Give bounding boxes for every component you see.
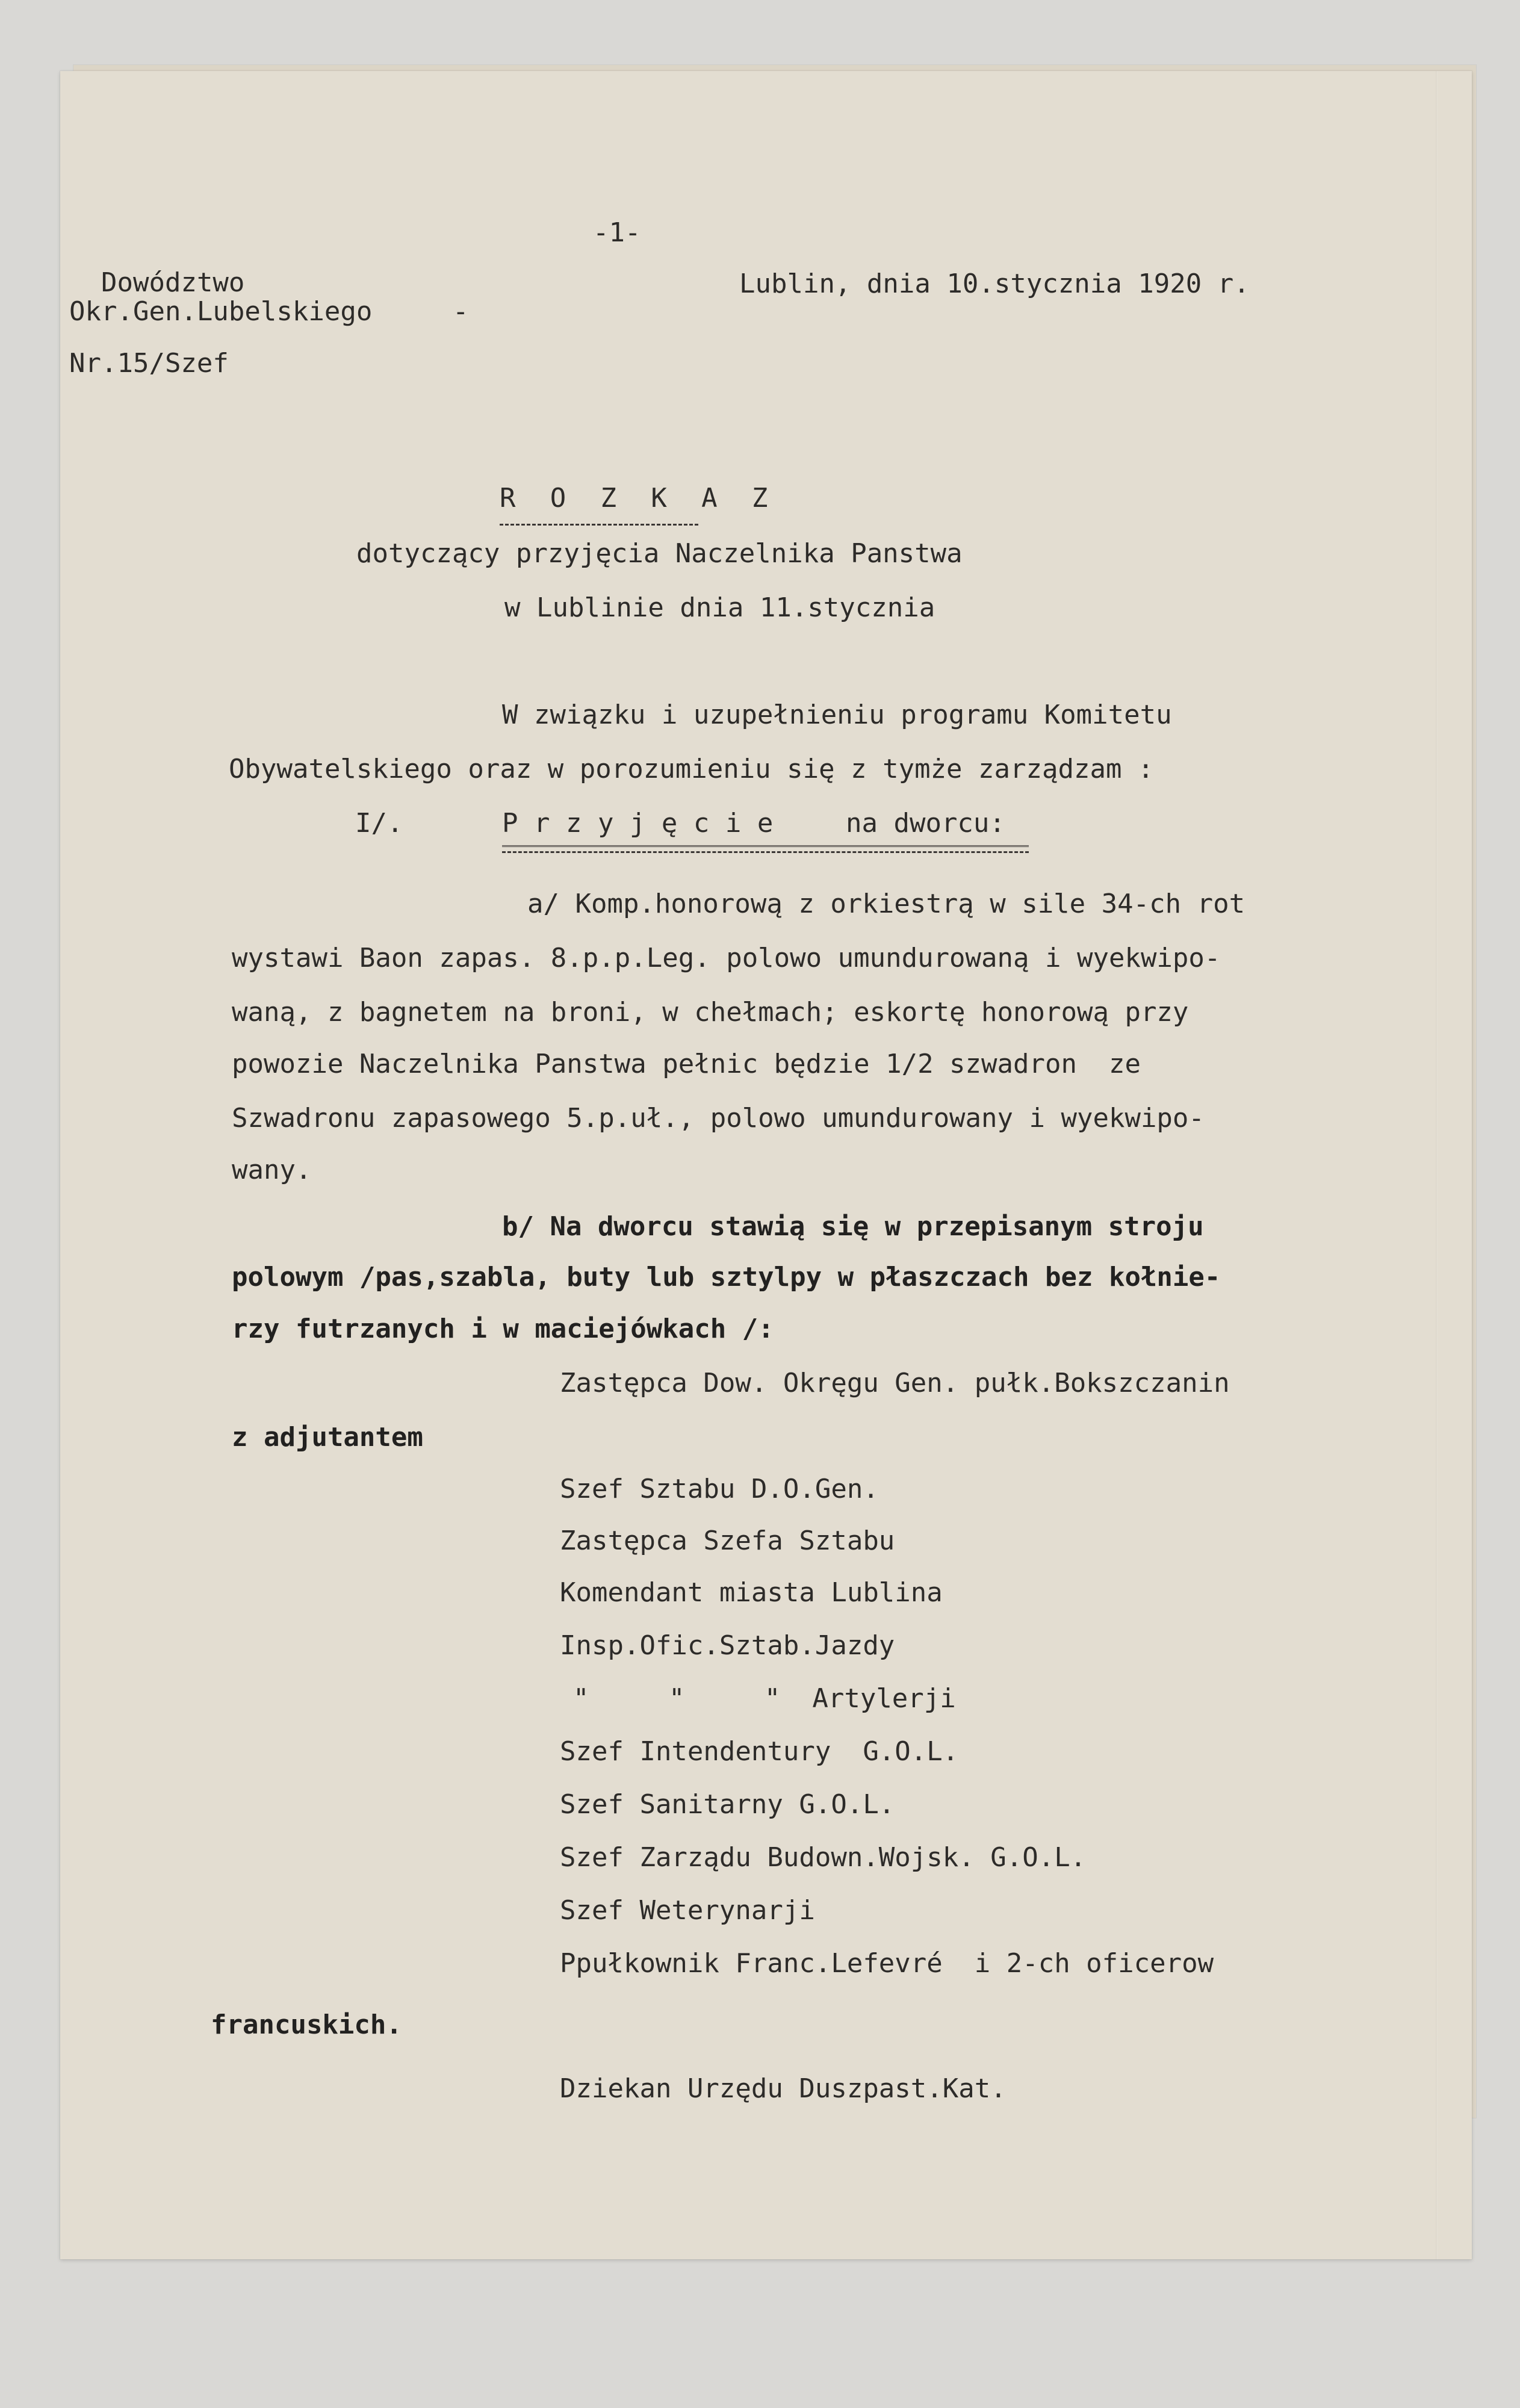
place-and-date: Lublin, dnia 10.stycznia 1920 r. — [739, 268, 1250, 299]
intro-line1: W związku i uzupełnieniu programu Komitetu — [502, 700, 1172, 730]
para-b-line2: polowym /pas,szabla, buty lub sztylpy w płaszczach bez kołnie- — [232, 1262, 1221, 1292]
document-title: R O Z K A Z — [500, 483, 777, 514]
section-heading-rest: na dworcu: — [846, 808, 1005, 839]
para-b-line1: b/ Na dworcu stawią się w przepisanym stroju — [502, 1211, 1204, 1242]
attendee-item: Insp.Ofic.Sztab.Jazdy — [560, 1630, 895, 1661]
paper-fold — [1436, 71, 1438, 2259]
subtitle-line1: dotyczący przyjęcia Naczelnika Panstwa — [356, 538, 963, 569]
intro-line2: Obywatelskiego oraz w porozumieniu się z tymże zarządzam : — [229, 754, 1154, 784]
attendee-item: Szef Weterynarji — [560, 1895, 815, 1926]
attendee-item: Ppułkownik Franc.Lefevré i 2-ch oficerow — [560, 1948, 1214, 1979]
attendee-item: " " " Artylerji — [573, 1683, 956, 1714]
attendee-item: Komendant miasta Lublina — [560, 1577, 943, 1608]
attendee-item: Szef Sanitarny G.O.L. — [560, 1789, 895, 1820]
page-number: -1- — [593, 217, 641, 248]
section-heading: P r z y j ę c i e — [502, 808, 774, 839]
issuing-unit-line2: Okr.Gen.Lubelskiego — [69, 296, 373, 327]
issuing-unit-line1: Dowództwo — [101, 267, 245, 298]
reference-number: Nr.15/Szef — [69, 348, 229, 379]
title-underline — [500, 524, 698, 526]
attendee-item: Zastępca Szefa Sztabu — [560, 1525, 895, 1556]
para-a-line1: a/ Komp.honorową z orkiestrą w sile 34-ch rot — [527, 889, 1245, 919]
section-underline-top — [502, 845, 1029, 847]
attendee-item: Szef Intendentury G.O.L. — [560, 1736, 959, 1767]
para-a-line4: powozie Naczelnika Panstwa pełnic będzie 1/2 szwadron ze — [232, 1049, 1141, 1079]
subtitle-line2: w Lublinie dnia 11.stycznia — [504, 592, 935, 623]
section-number: I/. — [355, 808, 403, 839]
section-underline-bottom — [502, 851, 1029, 853]
para-a-line6: wany. — [232, 1155, 312, 1185]
para-b-line3: rzy futrzanych i w maciejówkach /: — [232, 1314, 774, 1344]
attendee-item: Dziekan Urzędu Duszpast.Kat. — [560, 2073, 1007, 2104]
attendee-item: Szef Sztabu D.O.Gen. — [560, 1474, 879, 1504]
attendee-item: z adjutantem — [232, 1422, 423, 1453]
attendee-item: Zastępca Dow. Okręgu Gen. pułk.Bokszczanin — [560, 1368, 1230, 1398]
attendee-item: Szef Zarządu Budown.Wojsk. G.O.L. — [560, 1842, 1087, 1873]
para-a-line3: waną, z bagnetem na broni, w chełmach; eskortę honorową przy — [232, 997, 1189, 1028]
attendee-item: francuskich. — [211, 2009, 402, 2040]
header-dash: - — [453, 296, 469, 327]
para-a-line5: Szwadronu zapasowego 5.p.uł., polowo umundurowany i wyekwipo- — [232, 1103, 1205, 1134]
para-a-line2: wystawi Baon zapas. 8.p.p.Leg. polowo umundurowaną i wyekwipo- — [232, 943, 1221, 973]
